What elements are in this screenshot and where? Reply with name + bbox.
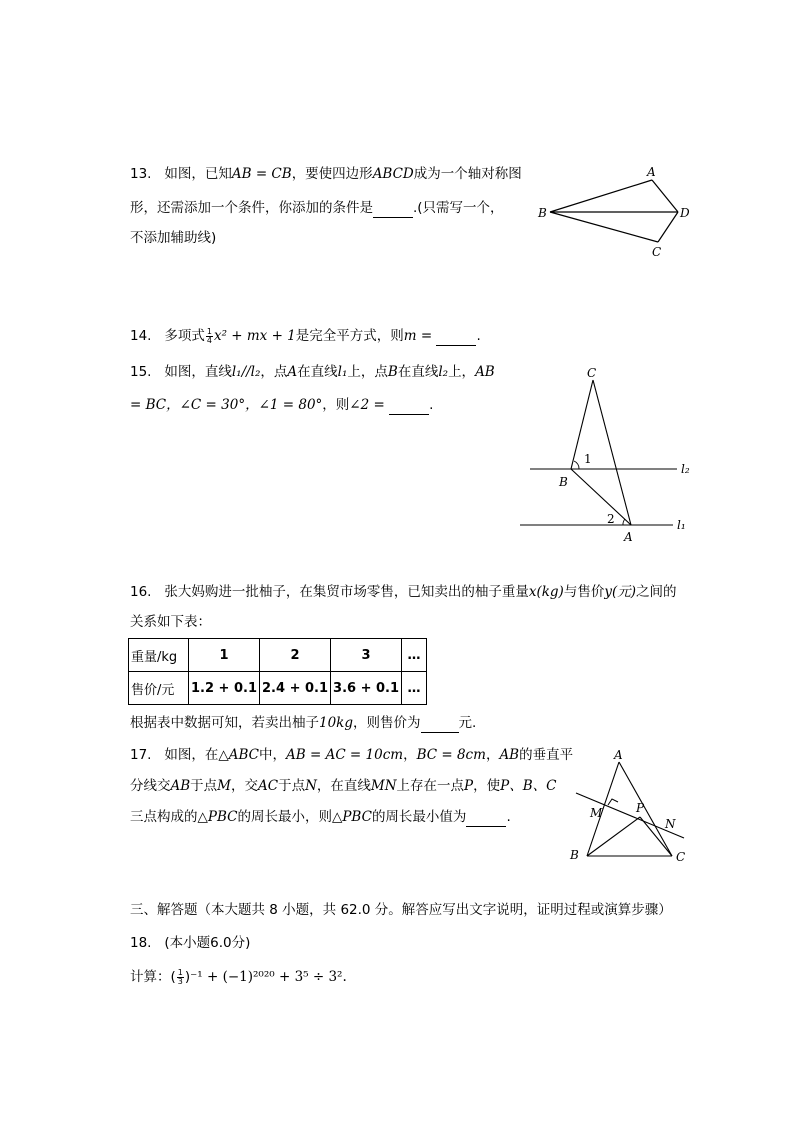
q16-text: ，则售价为 [353, 715, 421, 731]
q17-math: BC = 8cm [416, 747, 486, 763]
table-cell: … [402, 672, 427, 705]
q18-label: 计算： [130, 969, 171, 985]
label-n: N [665, 817, 676, 831]
q15-math: A [287, 364, 298, 380]
label-p: P [636, 801, 645, 815]
q15-text: 上，点 [347, 364, 388, 380]
q13-text: 形，还需添加一个条件，你添加的条件是 [130, 200, 373, 216]
q17-text: 分线交 [130, 778, 171, 794]
angle-2-arc [623, 519, 625, 525]
q15-math: B [387, 364, 398, 380]
label-c: C [676, 850, 686, 864]
answer-blank[interactable] [389, 398, 429, 415]
segment-bp [587, 817, 640, 856]
label-a: A [624, 530, 633, 544]
q15-line2 [130, 395, 433, 415]
q17-text: 的周长最小值为 [371, 809, 467, 825]
angle-1-arc [574, 461, 579, 469]
q18-open-paren: ( [170, 969, 176, 985]
q13-line1 [130, 164, 522, 184]
q17-math: AC [258, 778, 279, 794]
q16-math: 10kg [319, 715, 354, 731]
right-angle-mark [608, 799, 618, 805]
table-cell: 3 [331, 639, 402, 672]
q15-text: ，点 [260, 364, 288, 380]
q13-line2 [130, 198, 504, 218]
segment-ca [593, 380, 631, 525]
q15-math: l₁//l₂ [231, 364, 261, 380]
q16-math: x(kg) [528, 584, 564, 600]
label-angle-1: 1 [584, 452, 592, 466]
q17-math: MN [370, 778, 397, 794]
q15-text: 在直线 [297, 364, 338, 380]
q13-number: 13. [130, 166, 152, 182]
q17-line1 [130, 745, 573, 765]
q17-math: M [217, 778, 231, 794]
q18-math: ⁻¹ + (−1)²⁰²⁰ + 3⁵ ÷ 3². [190, 969, 347, 985]
label-b: B [538, 206, 547, 220]
segment-ac [619, 762, 672, 856]
segment-ba [571, 469, 631, 525]
q13-line3: 不添加辅助线) [130, 230, 217, 246]
q14-number: 14. [130, 328, 152, 344]
answer-blank[interactable] [436, 329, 476, 346]
q16-line1 [130, 582, 677, 602]
segment-ba [550, 180, 652, 212]
q17-math: AB [499, 747, 520, 763]
q15-line1 [130, 362, 495, 382]
fraction-numerator: 1 [206, 326, 212, 336]
q17-math: △PBC [197, 809, 238, 825]
q17-text: ， [403, 747, 417, 763]
q18-score: (本小题6.0分) [164, 935, 251, 951]
q17-text: 三点构成的 [130, 809, 198, 825]
q17-math: P、B、C [500, 778, 557, 794]
q15-math: l₁ [337, 364, 348, 380]
q15-figure [515, 362, 695, 547]
label-b: B [559, 475, 568, 489]
fraction-numerator: 1 [177, 967, 183, 977]
q18-header [130, 933, 250, 953]
q17-text: 的垂直平 [519, 747, 574, 763]
q15-text: 上， [448, 364, 476, 380]
q15-text: ，则 [322, 397, 350, 413]
table-cell: 售价/元 [129, 672, 189, 705]
q17-math: △PBC [331, 809, 372, 825]
q17-text: 于点 [190, 778, 218, 794]
q17-text: ，使 [473, 778, 501, 794]
section-title: 三、解答题（本大题共 8 小题，共 62.0 分。解答应写出文字说明，证明过程或演算步骤） [130, 902, 672, 918]
label-m: M [590, 806, 603, 820]
label-a: A [647, 165, 656, 179]
label-angle-2: 2 [607, 512, 615, 526]
q17-line3 [130, 807, 511, 827]
q14-end: . [476, 328, 481, 344]
table-cell: 3.6 + 0.1 [331, 672, 402, 705]
answer-blank[interactable] [466, 810, 506, 827]
label-l2: l₂ [681, 462, 690, 476]
q17-text: ，交 [231, 778, 258, 794]
q18-number: 18. [130, 935, 152, 951]
q16-text: 与售价 [563, 584, 605, 600]
segment-cd [658, 212, 678, 242]
q17-text: 如图，在 [164, 747, 219, 763]
q17-figure [560, 745, 700, 870]
q16-text: 根据表中数据可知，若卖出柚子 [130, 715, 319, 731]
q13-figure [530, 160, 700, 265]
q14-line [130, 326, 481, 346]
q17-math: AB [170, 778, 191, 794]
label-c: C [652, 245, 662, 259]
q17-number: 17. [130, 747, 152, 763]
q17-line2 [130, 776, 556, 796]
q17-text: ， [485, 747, 500, 763]
q13-math: ABCD [372, 166, 414, 182]
q15-end: . [429, 397, 434, 413]
q13-math: AB = CB [231, 166, 292, 182]
q13-text: ，要使四边形 [291, 166, 373, 182]
q13-text: .(只需写一个， [413, 200, 504, 216]
segment-bc [550, 212, 658, 242]
label-l1: l₁ [677, 518, 686, 532]
label-a: A [614, 748, 623, 762]
fraction [177, 969, 184, 986]
fraction-denominator: 4 [206, 335, 212, 345]
q14-text: 是完全平方式，则 [295, 328, 404, 344]
q17-math: N [305, 778, 317, 794]
q15-math: AB [475, 364, 495, 380]
answer-blank[interactable] [421, 716, 459, 733]
q17-math: AB = AC = 10cm [286, 747, 404, 763]
q15-text: 在直线 [397, 364, 439, 380]
q17-math: △ABC [218, 747, 259, 763]
q16-number: 16. [130, 584, 152, 600]
q15-math: ∠2 = [349, 397, 385, 413]
table-cell: … [402, 639, 427, 672]
q13-text: 如图，已知 [164, 166, 232, 182]
q13-text: 成为一个轴对称图 [413, 166, 522, 182]
table-row [129, 672, 427, 705]
segment-ad [652, 180, 678, 212]
fraction [206, 328, 213, 345]
q15-number: 15. [130, 364, 152, 380]
table-cell: 1.2 + 0.1 [189, 672, 260, 705]
label-b: B [570, 848, 579, 862]
q16-line2: 关系如下表： [130, 614, 211, 630]
q15-math: = BC，∠C = 30°，∠1 = 80° [130, 397, 323, 413]
q15-text: 如图，直线 [164, 364, 232, 380]
q17-text: 中， [259, 747, 286, 763]
table-cell: 2 [260, 639, 331, 672]
table-cell: 重量/kg [129, 639, 189, 672]
table-cell: 1 [189, 639, 260, 672]
q17-text: ，在直线 [316, 778, 371, 794]
q15-math: l₂ [438, 364, 449, 380]
q17-end: . [506, 809, 511, 825]
q16-text: 张大妈购进一批柚子，在集贸市场零售，已知卖出的柚子重量 [164, 584, 529, 600]
label-c: C [587, 366, 597, 380]
q16-text: 元. [458, 715, 477, 731]
q17-text: 的周长最小，则 [237, 809, 332, 825]
q18-expression [130, 967, 347, 987]
q14-math: x² + mx + 1 [213, 328, 296, 344]
answer-blank[interactable] [373, 201, 413, 218]
q14-text: 多项式 [164, 328, 205, 344]
table-cell: 2.4 + 0.1 [260, 672, 331, 705]
q14-math: m = [403, 328, 433, 344]
q16-after [130, 713, 476, 733]
q16-text: 之间的 [636, 584, 677, 600]
q18-close-paren: ) [184, 969, 191, 985]
q17-text: 于点 [278, 778, 306, 794]
fraction-denominator: 3 [177, 976, 183, 986]
table-row [129, 639, 427, 672]
q17-text: 上存在一点 [396, 778, 465, 794]
q16-table [128, 638, 427, 705]
q17-math: P [464, 778, 474, 794]
label-d: D [680, 206, 690, 220]
q16-math: y(元) [604, 584, 637, 600]
